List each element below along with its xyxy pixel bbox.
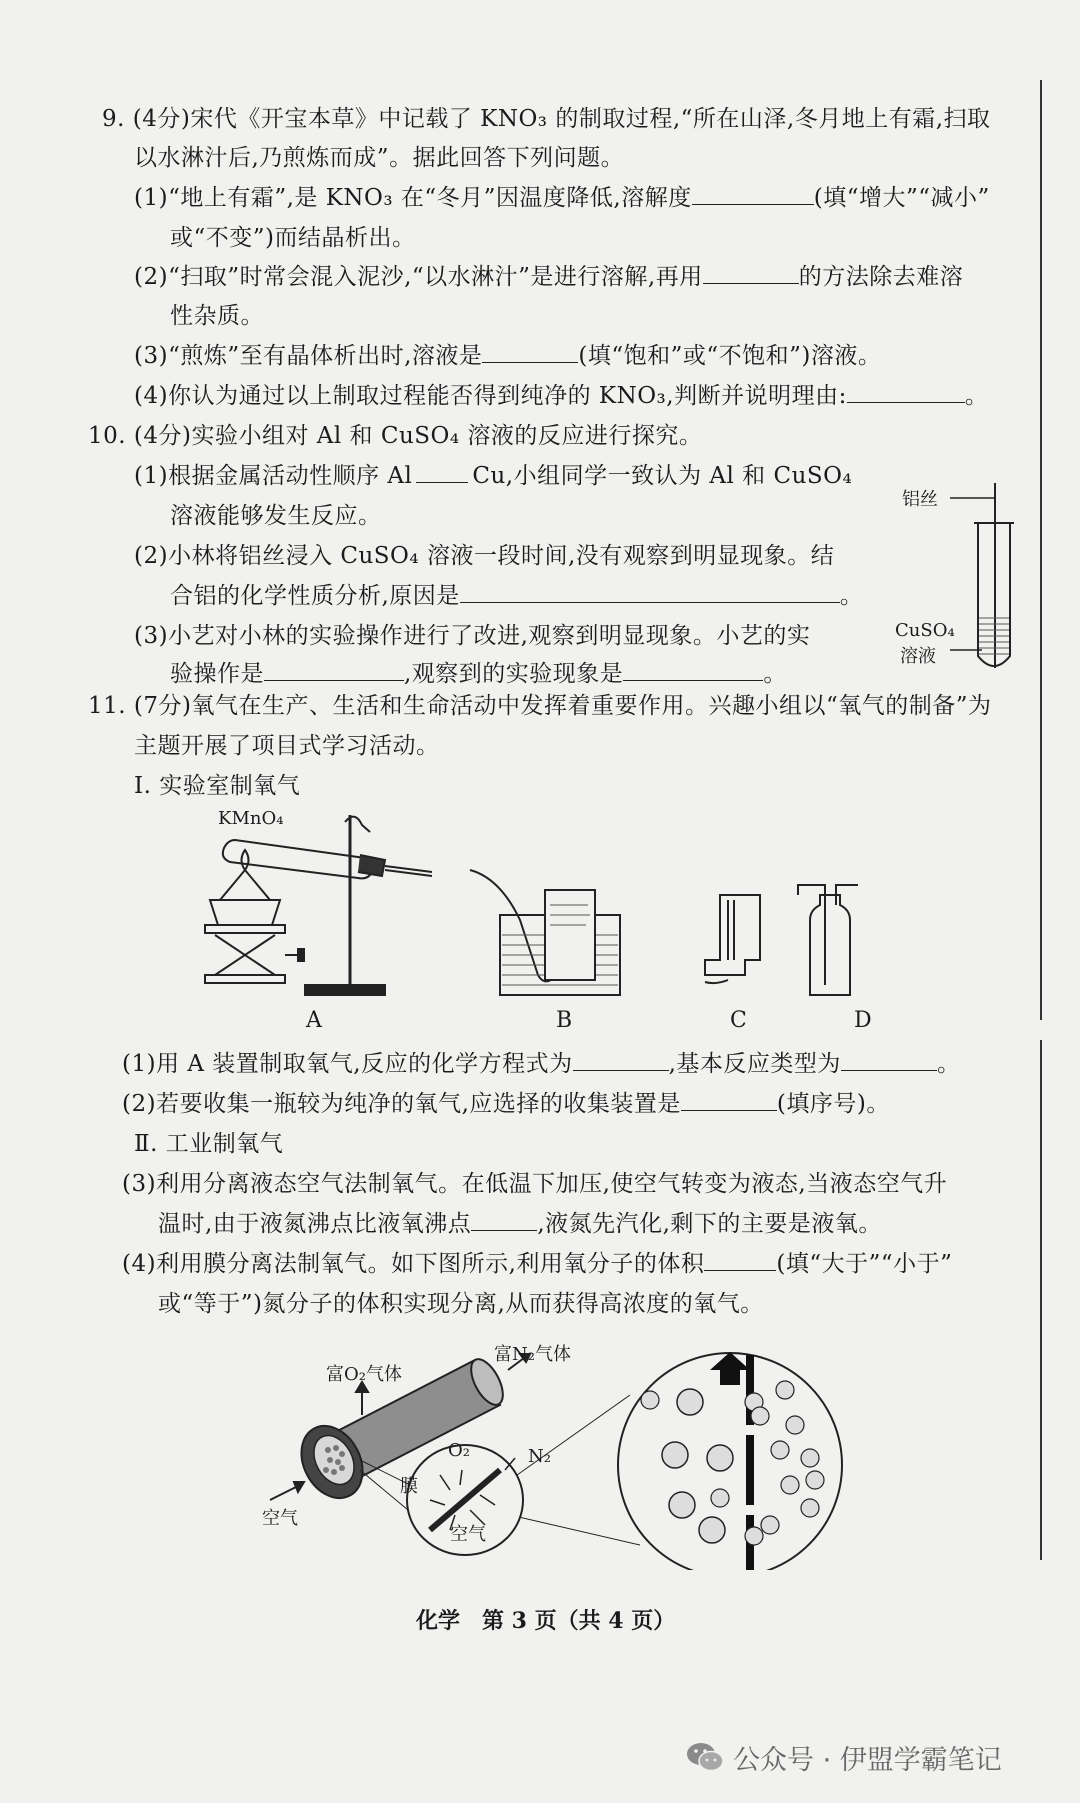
q11-blank-5[interactable] — [704, 1248, 776, 1271]
q9-part4-line — [134, 380, 988, 412]
margin-rule-top — [1040, 80, 1042, 1020]
q10-blank-1[interactable] — [416, 460, 468, 483]
q11-blank-3[interactable] — [681, 1088, 777, 1111]
delivery-tube-c — [728, 900, 734, 960]
q11-part4-hint: (填“大于”“小于” — [776, 1251, 953, 1277]
lab-jack — [205, 925, 304, 983]
q10-blank-3[interactable] — [264, 658, 404, 681]
q11-part3-line1: (3)利用分离液态空气法制氧气。在低温下加压,使空气转变为液态,当液态空气升 — [122, 1171, 948, 1197]
apparatus-label-a: A — [306, 1008, 322, 1033]
stand-base — [305, 985, 385, 995]
collecting-bottle-c — [705, 895, 760, 975]
q9-part1-line2: 或“不变”)而结晶析出。 — [170, 225, 416, 251]
molecule-zoom — [618, 1352, 842, 1570]
alcohol-lamp — [210, 870, 280, 925]
q11-apparatus-figure — [200, 800, 920, 1030]
q9-blank-4[interactable] — [847, 380, 965, 403]
q9-part1-hint: (填“增大”“减小” — [813, 185, 990, 211]
watermark-text: 公众号 · 伊盟学霸笔记 — [733, 1745, 1002, 1776]
rich-o2-label: 富O₂气体 — [326, 1364, 402, 1385]
q11-section2-heading: Ⅱ. 工业制氧气 — [134, 1131, 284, 1157]
q11-part1-mid: ,基本反应类型为 — [668, 1051, 841, 1077]
q9-blank-1[interactable] — [692, 182, 814, 205]
kmno4-label: KMnO₄ — [218, 808, 284, 829]
q9-part3-hint: (填“饱和”或“不饱和”)溶液。 — [578, 343, 882, 369]
q11-part2-hint: (填序号)。 — [776, 1091, 890, 1117]
wechat-icon — [685, 1740, 725, 1774]
q10-part3-mid: ,观察到的实验现象是 — [404, 661, 624, 687]
q11-stem-line1: 11. (7分)氧气在生产、生活和生命活动中发挥着重要作用。兴趣小组以“氧气的制备”为 — [88, 693, 992, 719]
q10-part2-text: 合铝的化学性质分析,原因是 — [170, 583, 460, 609]
apparatus-label-b: B — [556, 1008, 573, 1033]
air-inlet-label: 空气 — [262, 1508, 298, 1529]
apparatus-label-c: C — [730, 1008, 747, 1033]
apparatus-b — [470, 870, 620, 995]
q11-part4-line2: 或“等于”)氮分子的体积实现分离,从而获得高浓度的氧气。 — [158, 1291, 764, 1317]
q11-part1-line — [122, 1048, 960, 1080]
q10-part3-line2 — [170, 658, 787, 690]
q10-part2-line2 — [170, 580, 863, 612]
q10-part3-line1: (3)小艺对小林的实验操作进行了改进,观察到明显现象。小艺的实 — [134, 623, 811, 649]
q11-part1-text: (1)用 A 装置制取氧气,反应的化学方程式为 — [122, 1051, 573, 1077]
q9-part4-text: (4)你认为通过以上制取过程能否得到纯净的 KNO₃,判断并说明理由: — [134, 383, 847, 409]
collecting-bottle-b — [545, 890, 595, 980]
apparatus-a — [205, 815, 432, 995]
q11-blank-4[interactable] — [471, 1208, 537, 1231]
q9-part3-line — [134, 340, 881, 372]
q11-part1-end: 。 — [936, 1051, 961, 1077]
q11-part4-line1 — [122, 1248, 952, 1280]
q11-part3-line2 — [158, 1208, 882, 1240]
membrane-label: 膜 — [400, 1476, 418, 1497]
q10-stem: 10. (4分)实验小组对 Al 和 CuSO₄ 溶液的反应进行探究。 — [88, 423, 703, 449]
q10-part1-tail: Cu,小组同学一致认为 Al 和 CuSO₄ — [472, 463, 853, 489]
page-footer: 化学 第 3 页（共 4 页） — [416, 1608, 676, 1634]
q9-part3-text: (3)“煎炼”至有晶体析出时,溶液是 — [134, 343, 483, 369]
q11-part2-line — [122, 1088, 890, 1120]
q10-part1-line2: 溶液能够发生反应。 — [170, 503, 382, 529]
gas-washing-bottle — [810, 895, 850, 995]
q10-part3-end: 。 — [763, 661, 787, 687]
q9-blank-2[interactable] — [703, 261, 799, 284]
q11-blank-1[interactable] — [573, 1048, 669, 1071]
rich-n2-label: 富N₂气体 — [494, 1344, 571, 1365]
q9-part2-line2: 性杂质。 — [170, 303, 264, 329]
q9-part2-line1 — [134, 261, 963, 293]
apparatus-d — [798, 885, 858, 995]
q11-part3-tail: ,液氮先汽化,剩下的主要是液氧。 — [537, 1211, 882, 1237]
q10-part1-text: (1)根据金属活动性顺序 Al — [134, 463, 413, 489]
margin-rule-bottom — [1040, 1040, 1042, 1560]
q9-part2-text: (2)“扫取”时常会混入泥沙,“以水淋汁”是进行溶解,再用 — [134, 264, 703, 290]
q11-part3-text: 温时,由于液氮沸点比液氧沸点 — [158, 1211, 472, 1237]
q11-section1-heading: Ⅰ. 实验室制氧气 — [134, 773, 301, 799]
apparatus-label-d: D — [854, 1008, 872, 1033]
q9-part2-tail: 的方法除去难溶 — [798, 264, 964, 290]
cuso4-label: CuSO₄ — [895, 620, 955, 641]
q9-part1-text: (1)“地上有霜”,是 KNO₃ 在“冬月”因温度降低,溶解度 — [134, 185, 692, 211]
apparatus-c — [705, 895, 760, 983]
aluminum-wire-label: 铝丝 — [902, 489, 938, 510]
air-zoom-label: 空气 — [450, 1524, 486, 1545]
solution-label: 溶液 — [900, 646, 936, 667]
q9-part1-line1 — [134, 182, 990, 214]
q10-blank-4[interactable] — [623, 658, 763, 681]
o2-zoom-label: O₂ — [448, 1440, 470, 1461]
q9-blank-3[interactable] — [482, 340, 578, 363]
q9-stem-line2: 以水淋汁后,乃煎炼而成”。据此回答下列问题。 — [134, 145, 625, 171]
n2-zoom-label: N₂ — [528, 1446, 551, 1467]
q11-part4-text: (4)利用膜分离法制氧气。如下图所示,利用氧分子的体积 — [122, 1251, 705, 1277]
q11-part2-text: (2)若要收集一瓶较为纯净的氧气,应选择的收集装置是 — [122, 1091, 681, 1117]
q11-blank-2[interactable] — [841, 1048, 937, 1071]
q9-stem-line1: 9. (4分)宋代《开宝本草》中记载了 KNO₃ 的制取过程,“所在山泽,冬月地上有霜,扫取 — [102, 106, 991, 132]
q10-part1-line1 — [134, 460, 852, 492]
q10-blank-2[interactable] — [460, 580, 840, 603]
q10-part2-line1: (2)小林将铝丝浸入 CuSO₄ 溶液一段时间,没有观察到明显现象。结 — [134, 543, 835, 569]
q9-part4-end: 。 — [964, 383, 989, 409]
q11-stem-line2: 主题开展了项目式学习活动。 — [134, 733, 440, 759]
q10-part2-end: 。 — [839, 583, 864, 609]
q10-part3-text: 验操作是 — [170, 661, 264, 687]
